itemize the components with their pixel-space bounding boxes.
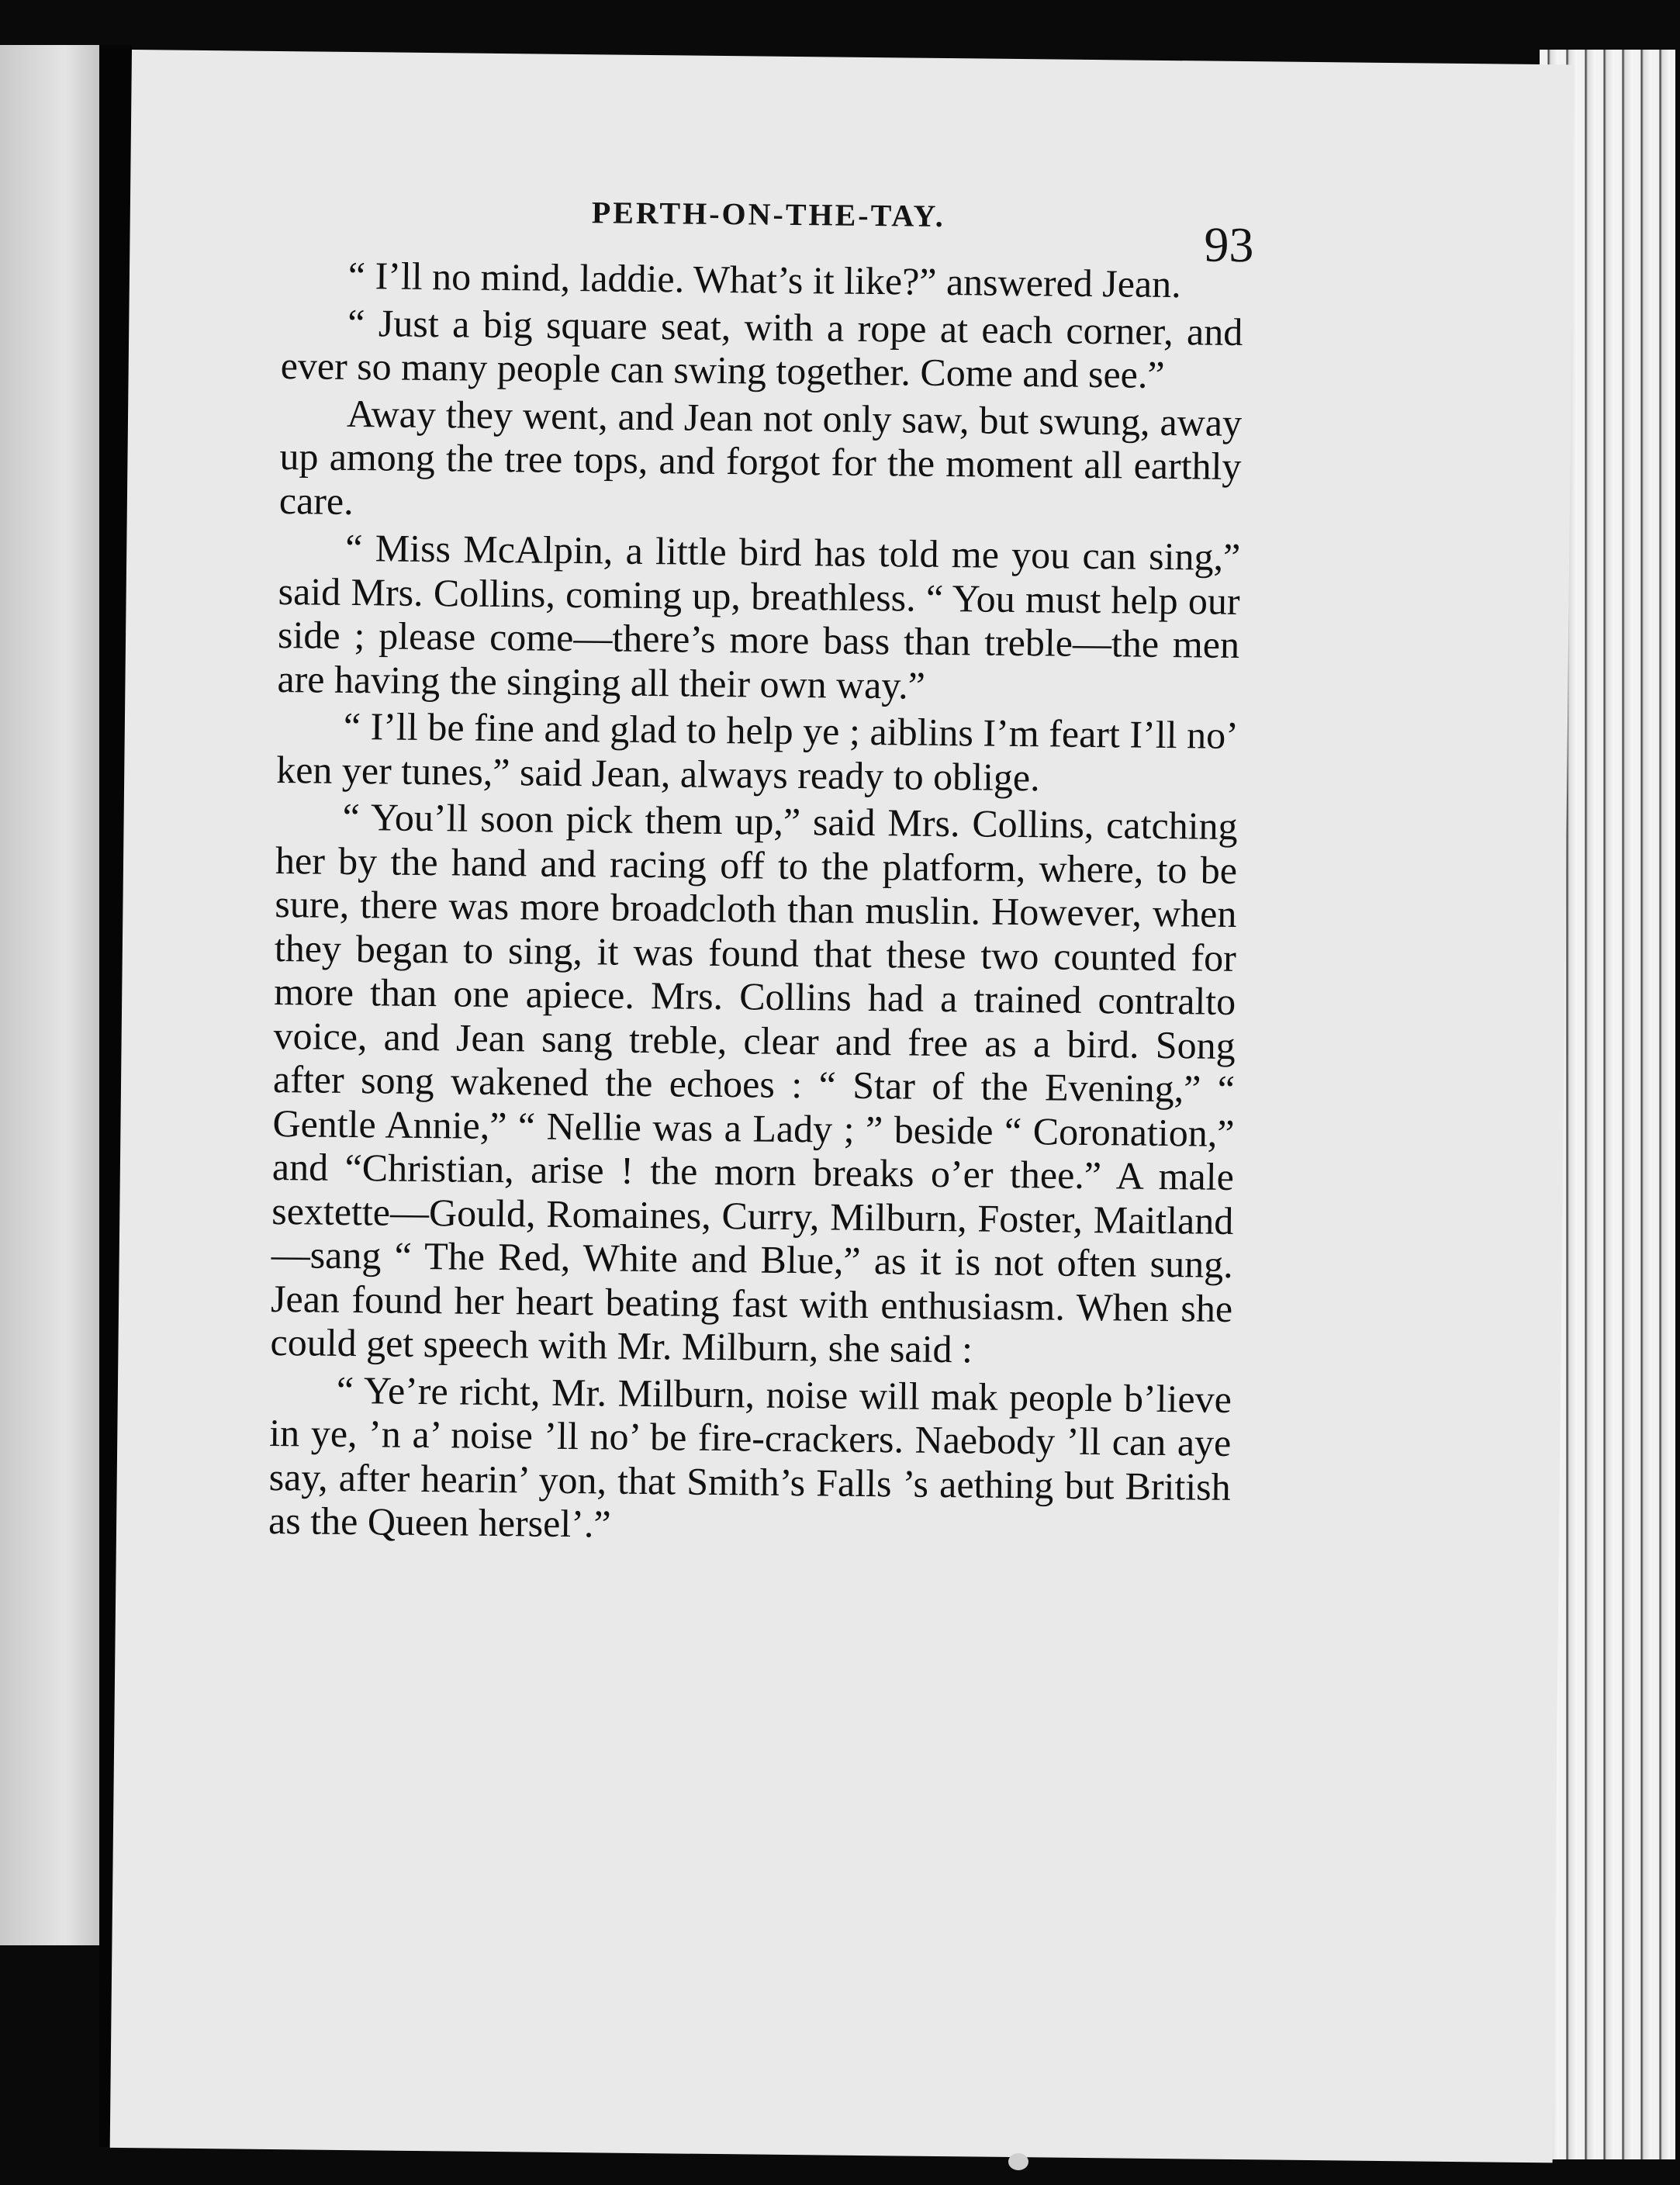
paragraph: “ I’ll no mind, laddie. What’s it like?” answered Jean. — [347, 253, 1181, 306]
paragraph: “ Ye’re richt, Mr. Milburn, noise will mak people b’lieve in ye, ’n a’ noise ’ll no’ be fire-crackers. Naebody ’ll can aye say, after hearin’ yon, that Smith’s Falls ’s aething but British as the Queen hersel’.” — [268, 1367, 1232, 1546]
paragraph: “ Miss McAlpin, a little bird has told me you can sing,” said Mrs. Collins, coming up, breathless. “ You must help our side ; please come—there’s more bass than treble—the men are having the singing all their own way.” — [277, 525, 1241, 707]
body-text — [268, 253, 1243, 1555]
page-number: 93 — [1204, 216, 1254, 273]
paragraph: “ You’ll soon pick them up,” said Mrs. Collins, catching her by the hand and racing off to the platform, where, to be sure, there was more broadcloth than muslin. However, when they began to sing, it was found that these two counted for more than one apiece. Mrs. Collins had a trained contralto voice, and Jean sang treble, clear and free as a bird. Song after song wakened the echoes : “ Star of the Evening,” “ Gentle Annie,” “ Nellie was a Lady ; ” beside “ Coronation,” and “Christian, arise ! the morn breaks o’er thee.” A male sextette—Gould, Romaines, Curry, Milburn, Foster, Maitland—sang “ The Red, White and Blue,” as it is not often sung. Jean found her heart beating fast with enthusiasm. When she could get speech with Mr. Milburn, she said : — [270, 794, 1238, 1371]
book-page — [110, 50, 1575, 2163]
paragraph: “ Just a big square seat, with a rope at each corner, and ever so many people can swing together. Come and see.” — [280, 300, 1243, 396]
facing-page-edge — [0, 45, 109, 1945]
running-head: PERTH-ON-THE-TAY. — [591, 195, 946, 233]
scan-speck — [1008, 2153, 1028, 2170]
paragraph: Away they went, and Jean not only saw, but swung, away up among the tree tops, and forgot for the moment all earthly care. — [278, 391, 1243, 523]
paragraph: “ I’ll be fine and glad to help ye ; aiblins I’m feart I’ll no’ ken yer tunes,” said Jean, always ready to oblige. — [276, 704, 1239, 799]
